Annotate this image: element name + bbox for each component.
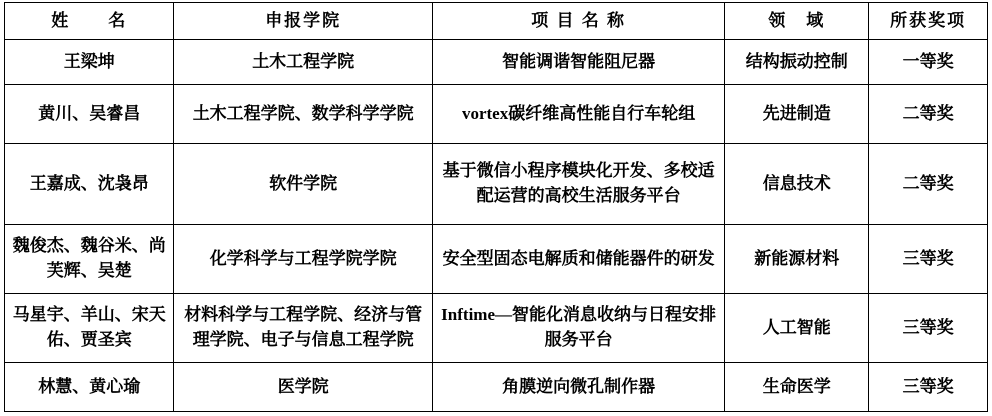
cell-college: 土木工程学院、数学科学学院 [174,85,432,144]
cell-project: 智能调谐智能阻尼器 [432,40,724,85]
table-row [5,363,988,412]
cell-project: Inftime—智能化消息收纳与日程安排服务平台 [432,294,724,363]
cell-college: 材料科学与工程学院、经济与管理学院、电子与信息工程学院 [174,294,432,363]
cell-field: 信息技术 [725,144,869,225]
cell-field: 人工智能 [725,294,869,363]
cell-award: 三等奖 [869,225,988,294]
cell-field: 生命医学 [725,363,869,412]
column-header-name: 姓 名 [5,3,174,40]
table-body [5,40,988,412]
cell-college: 医学院 [174,363,432,412]
cell-field: 新能源材料 [725,225,869,294]
cell-name: 林慧、黄心瑜 [5,363,174,412]
cell-name: 黄川、吴睿昌 [5,85,174,144]
cell-name: 王嘉成、沈袅昂 [5,144,174,225]
cell-college: 土木工程学院 [174,40,432,85]
cell-college: 软件学院 [174,144,432,225]
table-row [5,294,988,363]
table-row [5,144,988,225]
table-row [5,85,988,144]
cell-award: 二等奖 [869,85,988,144]
cell-college: 化学科学与工程学院学院 [174,225,432,294]
cell-award: 一等奖 [869,40,988,85]
award-results-table [4,2,988,412]
column-header-college: 申报学院 [174,3,432,40]
table-row [5,225,988,294]
cell-project: vortex碳纤维高性能自行车轮组 [432,85,724,144]
cell-project: 安全型固态电解质和储能器件的研发 [432,225,724,294]
cell-award: 三等奖 [869,294,988,363]
cell-project: 基于微信小程序模块化开发、多校适配运营的高校生活服务平台 [432,144,724,225]
cell-project: 角膜逆向微孔制作器 [432,363,724,412]
cell-field: 结构振动控制 [725,40,869,85]
cell-award: 二等奖 [869,144,988,225]
column-header-award: 所获奖项 [869,3,988,40]
table-header [5,3,988,40]
cell-name: 马星宇、羊山、宋天佑、贾圣宾 [5,294,174,363]
table-row [5,40,988,85]
cell-award: 三等奖 [869,363,988,412]
cell-name: 王梁坤 [5,40,174,85]
table-header-row [5,3,988,40]
column-header-project: 项 目 名 称 [432,3,724,40]
cell-field: 先进制造 [725,85,869,144]
column-header-field: 领 域 [725,3,869,40]
cell-name: 魏俊杰、魏谷米、尚芙辉、吴楚 [5,225,174,294]
